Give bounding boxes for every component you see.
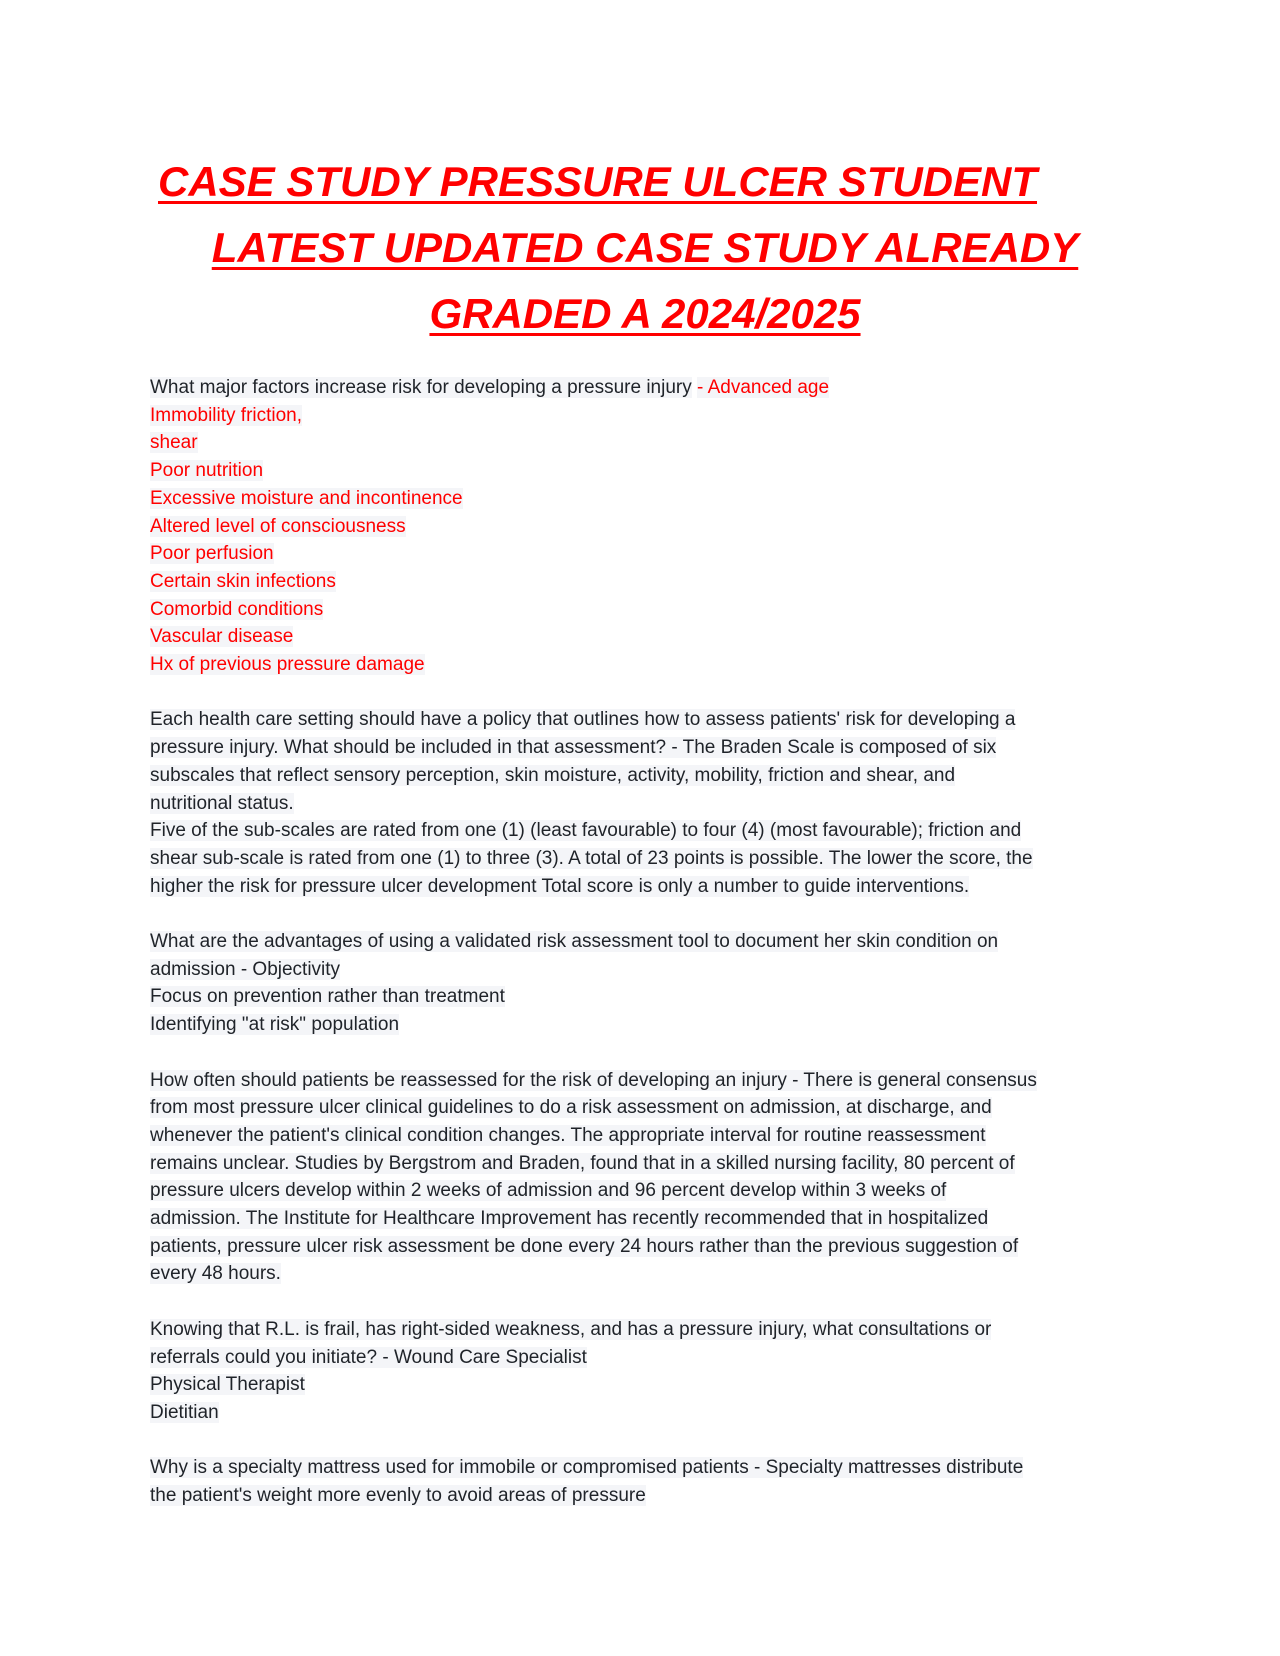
text-line: the patient's weight more evenly to avoid areas of pressure — [150, 1485, 646, 1507]
text-line: How often should patients be reassessed for the risk of developing an injury - There is general consensus — [150, 1069, 1037, 1091]
qa-risk-factors — [150, 374, 1150, 679]
answer-text: - Advanced age — [697, 377, 830, 398]
document-body — [150, 374, 1150, 1510]
document-title-line-3: GRADED A 2024/2025 — [429, 290, 861, 337]
text-line: subscales that reflect sensory perception, skin moisture, activity, mobility, friction and shear, and — [150, 764, 956, 786]
text-line: remains unclear. Studies by Bergstrom and Braden, found that in a skilled nursing facility, 80 percent of — [150, 1152, 1015, 1174]
text-line: admission - Objectivity — [150, 958, 341, 980]
text-line: shear sub-scale is rated from one (1) to three (3). A total of 23 points is possible. The lower the score, the — [150, 847, 1033, 869]
text-line: Each health care setting should have a policy that outlines how to assess patients' risk for developing a — [150, 709, 1016, 731]
text-line: higher the risk for pressure ulcer development Total score is only a number to guide interventions. — [150, 875, 970, 897]
document-title-line-1: CASE STUDY PRESSURE ULCER STUDENT — [158, 158, 1038, 205]
qa-specialty-mattress — [150, 1454, 1150, 1509]
qa-validated-tool-advantages — [150, 928, 1150, 1039]
text-line: referrals could you initiate? - Wound Care Specialist — [150, 1346, 587, 1368]
text-line: Physical Therapist — [150, 1374, 305, 1396]
qa-reassessment-frequency — [150, 1067, 1150, 1289]
answer-line: Excessive moisture and incontinence — [150, 487, 463, 509]
text-line: nutritional status. — [150, 792, 294, 814]
text-line: from most pressure ulcer clinical guidelines to do a risk assessment on admission, at discharge, and — [150, 1097, 992, 1119]
text-line: Dietitian — [150, 1401, 219, 1423]
answer-line: Comorbid conditions — [150, 598, 324, 620]
answer-line: Certain skin infections — [150, 570, 336, 592]
text-line: Focus on prevention rather than treatment — [150, 986, 505, 1008]
qa-consultations-referrals — [150, 1316, 1150, 1427]
qa-assessment-policy — [150, 706, 1150, 900]
text-line: Five of the sub-scales are rated from one (1) (least favourable) to four (4) (most favourable); friction and — [150, 820, 1022, 842]
text-line: Why is a specialty mattress used for immobile or compromised patients - Specialty mattresses distribute — [150, 1457, 1024, 1479]
document-title-line-2: LATEST UPDATED CASE STUDY ALREADY — [211, 224, 1079, 271]
text-line: Identifying "at risk" population — [150, 1014, 400, 1036]
text-line: whenever the patient's clinical condition changes. The appropriate interval for routine reassessment — [150, 1124, 986, 1146]
answer-line: Poor perfusion — [150, 543, 274, 565]
text-line: every 48 hours. — [150, 1263, 281, 1285]
text-line: pressure injury. What should be included in that assessment? - The Braden Scale is composed of six — [150, 737, 997, 759]
answer-line: Altered level of consciousness — [150, 515, 406, 537]
answer-line: Hx of previous pressure damage — [150, 654, 425, 676]
answer-line: shear — [150, 432, 198, 454]
text-line: pressure ulcers develop within 2 weeks of admission and 96 percent develop within 3 weeks of — [150, 1180, 947, 1202]
text-line: admission. The Institute for Healthcare Improvement has recently recommended that in hospitalized — [150, 1208, 989, 1230]
answer-line: Immobility friction, — [150, 404, 303, 426]
question-line: What major factors increase risk for developing a pressure injury - Advanced age — [150, 377, 830, 398]
answer-line: Poor nutrition — [150, 460, 264, 482]
answer-line: Vascular disease — [150, 626, 294, 648]
text-line: Knowing that R.L. is frail, has right-sided weakness, and has a pressure injury, what consultations or — [150, 1318, 992, 1340]
text-line: patients, pressure ulcer risk assessment be done every 24 hours rather than the previous suggestion of — [150, 1235, 1019, 1257]
text-line: What are the advantages of using a validated risk assessment tool to document her skin condition on — [150, 931, 999, 953]
